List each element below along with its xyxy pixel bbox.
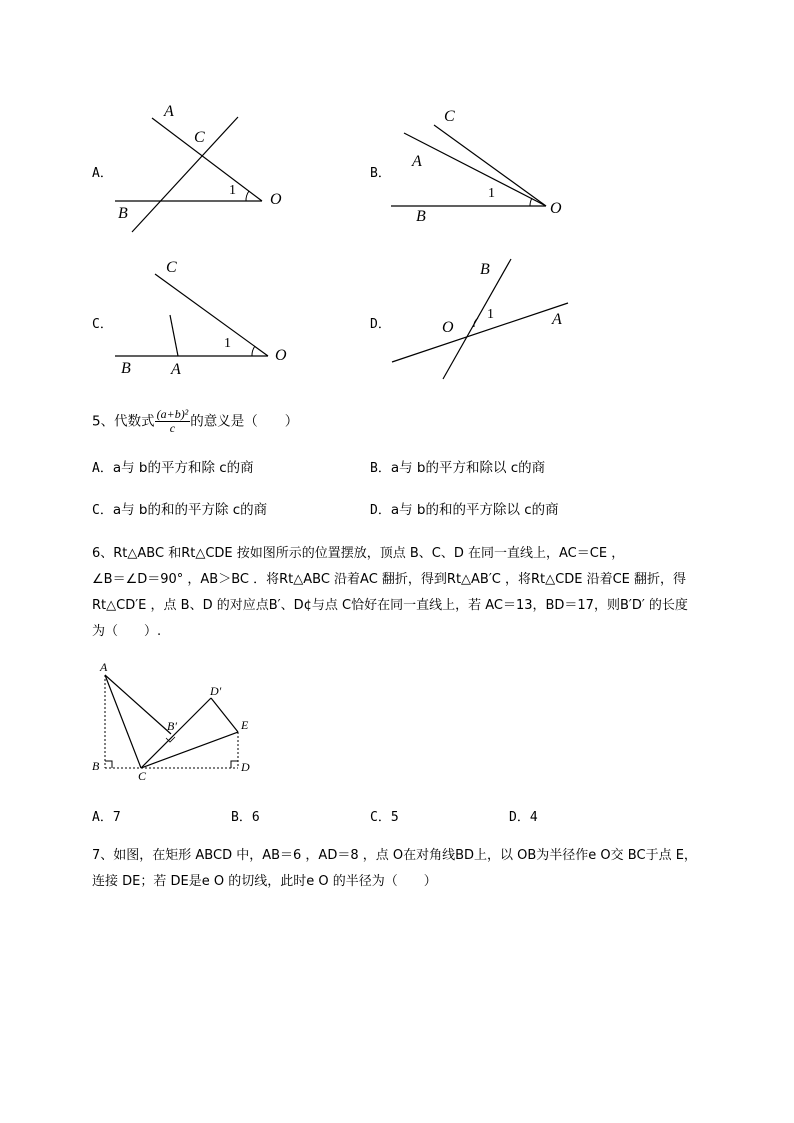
q6-option-a[interactable] [92,806,121,825]
option-letter: A． [92,810,113,825]
q5-number: 5、 [92,413,115,430]
fig-label-b: B [92,759,100,773]
label-o: O [270,191,282,208]
fraction-denominator: c [169,421,176,435]
fig-label-e: E [241,718,249,732]
option-letter: B． [231,810,252,825]
option-value: 6 [251,810,260,825]
q6-option-c[interactable] [370,806,399,825]
fraction-numerator: (a+b)² [156,407,189,421]
option-text: a与 b的平方和除 c的商 [112,460,254,476]
label-a: A [552,311,562,328]
option-d-letter: D． [370,317,391,332]
option-letter: A． [92,461,113,476]
option-text: a与 b的和的平方除 c的商 [112,502,268,518]
label-c: C [444,108,455,125]
option-letter: D． [370,503,391,518]
q6-option-d[interactable] [509,806,538,825]
label-b: B [118,205,128,222]
label-angle-1: 1 [488,186,495,201]
q7-line-2: 连接 DE；若 DE是e O 的切线，此时e O 的半径为（ ） [92,874,437,889]
label-angle-1: 1 [229,183,236,198]
segment-ab-prime [105,675,171,734]
label-o: O [442,319,454,336]
option-text: a与 b的平方和除以 c的商 [390,460,546,476]
label-b: B [121,360,131,377]
q5-stem-post: 的意义是（ ） [190,413,299,430]
label-o: O [275,347,287,364]
q6-line-2: ∠B＝∠D＝90° ，AB＞BC ．将Rt△ABC 沿着AC 翻折，得到Rt△AB′C ，将Rt△CDE 沿着CE 翻折，得 [92,572,687,587]
q6-line-3: Rt△CD′E ，点 B、D 的对应点B′、D¢与点 C恰好在同一直线上，若 AC＝13，BD＝17，则B′D′ 的长度 [92,598,688,613]
fig-label-b-prime: B′ [167,719,177,733]
option-letter: B． [370,461,391,476]
option-text: a与 b的和的平方除以 c的商 [390,502,559,518]
right-angle-d [231,761,238,768]
q6-option-b[interactable] [231,806,260,825]
option-letter: D． [509,810,530,825]
label-angle-1: 1 [487,307,494,322]
q5-stem-pre: 代数式 [114,413,155,430]
label-angle-1: 1 [224,336,231,351]
fig-label-c: C [138,769,147,783]
fig-label-d-prime: D′ [210,684,222,698]
option-value: 7 [112,810,121,825]
label-b: B [416,208,426,225]
option-letter: C． [92,503,113,518]
fig-label-a: A [100,660,108,674]
option-letter: C． [370,810,391,825]
label-a: A [164,103,174,120]
segment-d-prime-e [211,698,238,732]
q6-line-4: 为（ ）. [92,624,162,639]
segment-ce [141,732,238,768]
option-value: 5 [390,810,399,825]
option-b-letter: B． [370,166,391,181]
option-value: 4 [529,810,538,825]
segment-ac [105,675,141,768]
label-a: A [171,361,181,378]
q7-line-1: 7、如图，在矩形 ABCD 中，AB＝6 ，AD＝8 ，点 O在对角线BD上，以 OB为半径作e O交 BC于点 E， [92,848,697,863]
fig-label-d: D [241,760,250,774]
option-a-letter: A． [92,166,113,181]
right-angle-b [105,761,112,768]
label-a: A [412,153,422,170]
label-c: C [194,129,205,146]
label-b: B [480,261,490,278]
option-c-letter: C． [92,317,113,332]
label-o: O [550,200,562,217]
q6-line-1: 6、Rt△ABC 和Rt△CDE 按如图所示的位置摆放，顶点 B、C、D 在同一直线上，AC＝CE ， [92,546,625,561]
label-c: C [166,259,177,276]
